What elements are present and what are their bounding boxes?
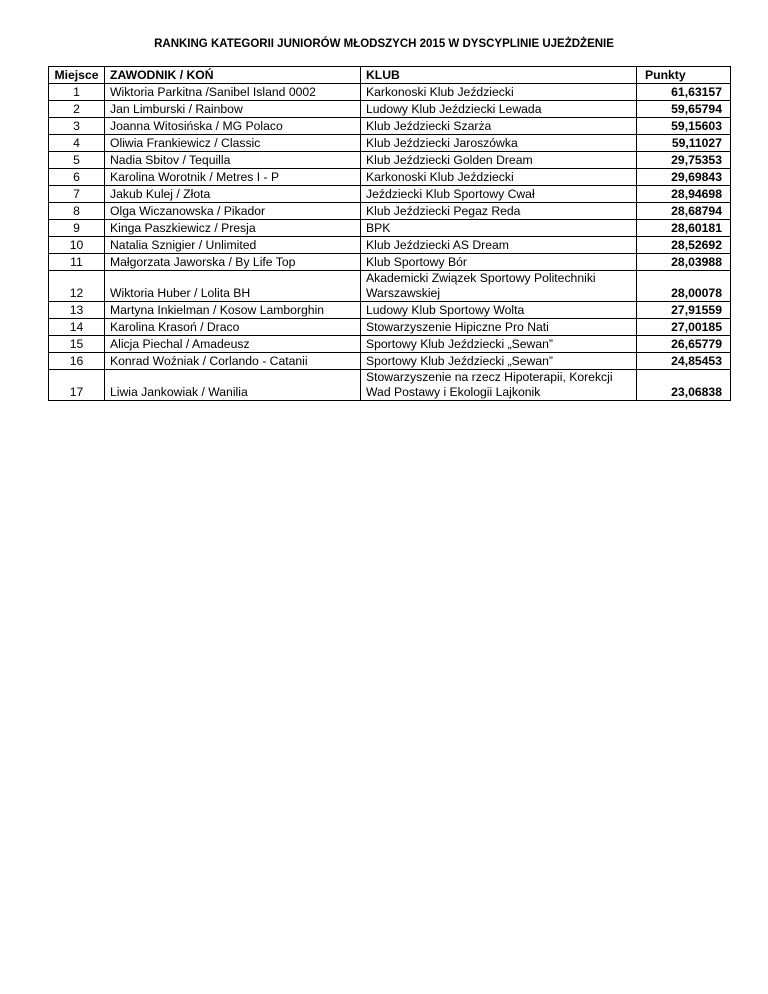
club-cell: Akademicki Związek Sportowy Politechniki Warszawskiej <box>361 271 637 302</box>
rider-cell: Wiktoria Huber / Lolita BH <box>105 271 361 302</box>
points-cell: 27,91559 <box>637 302 731 319</box>
table-row <box>49 336 731 353</box>
table-row <box>49 101 731 118</box>
points-cell: 59,11027 <box>637 135 731 152</box>
points-cell: 23,06838 <box>637 370 731 401</box>
club-cell: Klub Jeździecki Pegaz Reda <box>361 203 637 220</box>
points-cell: 28,52692 <box>637 237 731 254</box>
points-cell: 28,94698 <box>637 186 731 203</box>
rider-cell: Konrad Woźniak / Corlando - Catanii <box>105 353 361 370</box>
rider-cell: Wiktoria Parkitna /Sanibel Island 0002 <box>105 84 361 101</box>
rider-cell: Jan Limburski / Rainbow <box>105 101 361 118</box>
table-row <box>49 319 731 336</box>
points-cell: 61,63157 <box>637 84 731 101</box>
place-cell: 1 <box>49 84 105 101</box>
table-row <box>49 135 731 152</box>
place-cell: 15 <box>49 336 105 353</box>
rider-cell: Oliwia Frankiewicz / Classic <box>105 135 361 152</box>
club-cell: Stowarzyszenie Hipiczne Pro Nati <box>361 319 637 336</box>
place-cell: 4 <box>49 135 105 152</box>
place-cell: 7 <box>49 186 105 203</box>
points-cell: 27,00185 <box>637 319 731 336</box>
club-cell: Ludowy Klub Jeździecki Lewada <box>361 101 637 118</box>
table-row <box>49 220 731 237</box>
place-cell: 17 <box>49 370 105 401</box>
rider-cell: Karolina Worotnik / Metres I - P <box>105 169 361 186</box>
club-cell: Karkonoski Klub Jeździecki <box>361 84 637 101</box>
table-header-row <box>49 67 731 84</box>
table-row <box>49 271 731 302</box>
table-row <box>49 254 731 271</box>
place-cell: 10 <box>49 237 105 254</box>
points-cell: 28,03988 <box>637 254 731 271</box>
place-cell: 16 <box>49 353 105 370</box>
rider-cell: Kinga Paszkiewicz / Presja <box>105 220 361 237</box>
rider-cell: Alicja Piechal / Amadeusz <box>105 336 361 353</box>
rider-cell: Karolina Krasoń / Draco <box>105 319 361 336</box>
club-cell: Sportowy Klub Jeździecki „Sewan” <box>361 353 637 370</box>
rider-cell: Martyna Inkielman / Kosow Lamborghin <box>105 302 361 319</box>
rider-cell: Joanna Witosińska / MG Polaco <box>105 118 361 135</box>
place-cell: 3 <box>49 118 105 135</box>
club-cell: Klub Jeździecki AS Dream <box>361 237 637 254</box>
place-cell: 9 <box>49 220 105 237</box>
header-place: Miejsce <box>49 67 105 84</box>
table-row <box>49 118 731 135</box>
place-cell: 14 <box>49 319 105 336</box>
club-cell: Klub Sportowy Bór <box>361 254 637 271</box>
header-rider: ZAWODNIK / KOŃ <box>105 67 361 84</box>
points-cell: 29,69843 <box>637 169 731 186</box>
points-cell: 28,60181 <box>637 220 731 237</box>
table-row <box>49 169 731 186</box>
table-row <box>49 353 731 370</box>
place-cell: 13 <box>49 302 105 319</box>
place-cell: 11 <box>49 254 105 271</box>
points-cell: 26,65779 <box>637 336 731 353</box>
club-cell: Ludowy Klub Sportowy Wolta <box>361 302 637 319</box>
rider-cell: Natalia Sznigier / Unlimited <box>105 237 361 254</box>
rider-cell: Małgorzata Jaworska / By Life Top <box>105 254 361 271</box>
table-row <box>49 84 731 101</box>
club-cell: Stowarzyszenie na rzecz Hipoterapii, Korekcji Wad Postawy i Ekologii Lajkonik <box>361 370 637 401</box>
points-cell: 24,85453 <box>637 353 731 370</box>
points-cell: 29,75353 <box>637 152 731 169</box>
ranking-body <box>49 84 731 401</box>
rider-cell: Nadia Sbitov / Tequilla <box>105 152 361 169</box>
club-cell: Karkonoski Klub Jeździecki <box>361 169 637 186</box>
table-row <box>49 370 731 401</box>
points-cell: 59,15603 <box>637 118 731 135</box>
points-cell: 28,68794 <box>637 203 731 220</box>
place-cell: 2 <box>49 101 105 118</box>
header-club: KLUB <box>361 67 637 84</box>
table-row <box>49 237 731 254</box>
club-cell: Klub Jeździecki Golden Dream <box>361 152 637 169</box>
club-cell: Klub Jeździecki Jaroszówka <box>361 135 637 152</box>
ranking-table <box>48 66 731 401</box>
rider-cell: Jakub Kulej / Złota <box>105 186 361 203</box>
points-cell: 59,65794 <box>637 101 731 118</box>
club-cell: BPK <box>361 220 637 237</box>
table-row <box>49 186 731 203</box>
table-row <box>49 203 731 220</box>
place-cell: 6 <box>49 169 105 186</box>
document-title: RANKING KATEGORII JUNIORÓW MŁODSZYCH 2015 W DYSCYPLINIE UJEŻDŻENIE <box>154 38 614 50</box>
table-row <box>49 302 731 319</box>
points-cell: 28,00078 <box>637 271 731 302</box>
place-cell: 12 <box>49 271 105 302</box>
rider-cell: Olga Wiczanowska / Pikador <box>105 203 361 220</box>
club-cell: Sportowy Klub Jeździecki „Sewan” <box>361 336 637 353</box>
place-cell: 5 <box>49 152 105 169</box>
club-cell: Klub Jeździecki Szarża <box>361 118 637 135</box>
table-row <box>49 152 731 169</box>
club-cell: Jeździecki Klub Sportowy Cwał <box>361 186 637 203</box>
header-points: Punkty <box>637 67 731 84</box>
place-cell: 8 <box>49 203 105 220</box>
rider-cell: Liwia Jankowiak / Wanilia <box>105 370 361 401</box>
